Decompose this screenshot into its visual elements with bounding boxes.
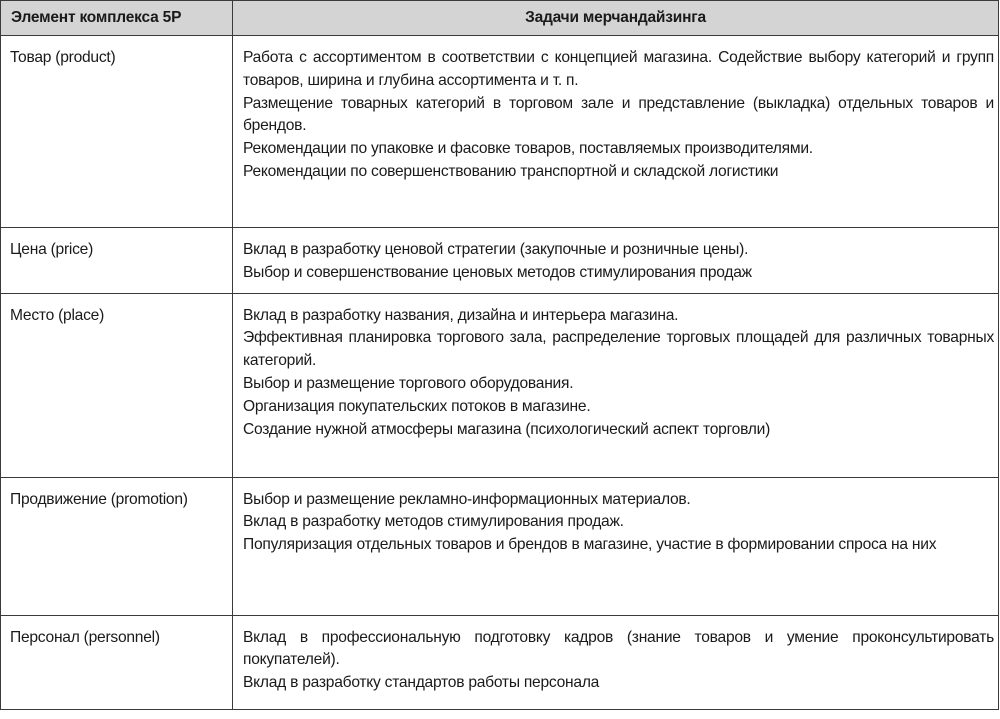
task-item: Рекомендации по совершенствованию транспортной и складской логистики	[243, 162, 779, 180]
task-item: Вклад в разработку стандартов работы персонала	[243, 674, 600, 692]
row-element-label: Продвижение (promotion)	[1, 477, 233, 615]
row-element-label: Товар (product)	[1, 36, 233, 228]
task-item: Рекомендации по упаковке и фасовке товаров, поставляемых производителями.	[243, 140, 813, 158]
task-item: Эффективная планировка торгового зала, распределение торговых площадей для различных товарных категорий.	[243, 329, 994, 370]
row-tasks-cell	[233, 228, 999, 294]
table-row	[1, 36, 999, 228]
row-tasks-cell	[233, 477, 999, 615]
row-element-label: Место (place)	[1, 293, 233, 477]
row-tasks-cell	[233, 293, 999, 477]
header-row	[1, 1, 999, 36]
task-item: Выбор и размещение рекламно-информационных материалов.	[243, 490, 691, 508]
table-row	[1, 293, 999, 477]
task-item: Выбор и совершенствование ценовых методов стимулирования продаж	[243, 263, 752, 281]
task-item: Вклад в профессиональную подготовку кадров (знание товаров и умение проконсультировать покупателей).	[243, 628, 994, 669]
table-row	[1, 615, 999, 709]
task-item: Вклад в разработку методов стимулирования продаж.	[243, 513, 624, 531]
task-item: Вклад в разработку ценовой стратегии (закупочные и розничные цены).	[243, 241, 749, 258]
row-element-label: Цена (price)	[1, 228, 233, 294]
task-item: Выбор и размещение торгового оборудования.	[243, 374, 574, 392]
header-element: Элемент комплекса 5P	[1, 1, 233, 36]
header-tasks: Задачи мерчандайзинга	[233, 1, 999, 36]
task-item: Работа с ассортиментом в соответствии с концепцией магазина. Содействие выбору категорий и групп товаров, ширина и глубина ассортимента и т. п.	[243, 49, 994, 89]
row-tasks-cell	[233, 36, 999, 228]
table-row	[1, 228, 999, 294]
task-item: Создание нужной атмосферы магазина (психологический аспект торговли)	[243, 420, 771, 438]
task-item: Вклад в разработку названия, дизайна и интерьера магазина.	[243, 306, 679, 324]
task-item: Размещение товарных категорий в торговом зале и представление (выкладка) отдельных товаров и брендов.	[243, 94, 994, 135]
row-tasks-cell	[233, 615, 999, 709]
task-item: Организация покупательских потоков в магазине.	[243, 397, 591, 415]
table-row	[1, 477, 999, 615]
task-item: Популяризация отдельных товаров и брендов в магазине, участие в формировании спроса на них	[243, 536, 937, 554]
row-element-label: Персонал (personnel)	[1, 615, 233, 709]
